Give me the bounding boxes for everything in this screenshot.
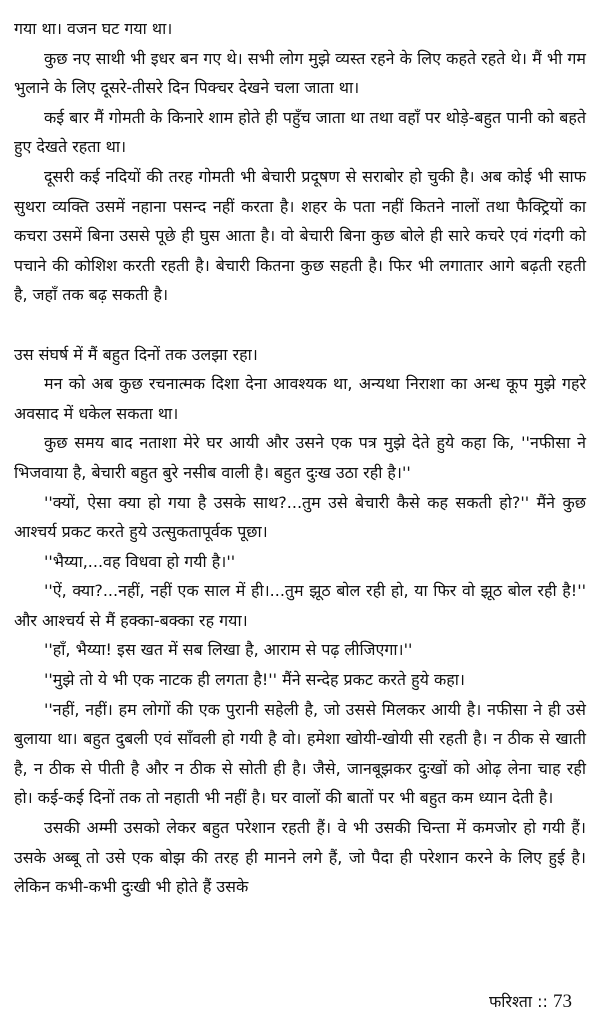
paragraph-1: गया था। वजन घट गया था। [14,19,173,38]
paragraph-14: उसकी अम्मी उसको लेकर बहुत परेशान रहती हैं। वे भी उसकी चिन्ता में कमजोर हो गयी हैं। उसके अब्बू तो उसे एक बोझ की तरह ही मानने लगे हैं, जो पैदा ही परेशान करने के लिए हुई है। लेकिन कभी-कभी दुःखी भी होते हैं उसके [14,818,586,897]
paragraph-2: कुछ नए साथी भी इधर बन गए थे। सभी लोग मुझे व्यस्त रहने के लिए कहते रहते थे। मैं भी गम भुलाने के लिए दूसरे-तीसरे दिन पिक्चर देखने चला जाता था। [14,48,586,98]
section-gap [14,310,586,340]
paragraph-7: कुछ समय बाद नताशा मेरे घर आयी और उसने एक पत्र मुझे देते हुये कहा कि, ''नफीसा ने भिजवाया है, बेचारी बहुत बुरे नसीब वाली है। बहुत दुःख उठा रही है।'' [14,433,586,482]
paragraph-8: ''क्यों, ऐसा क्या हो गया है उसके साथ?...तुम उसे बेचारी कैसे कह सकती हो?'' मैंने कुछ आश्चर्य प्रकट करते हुये उत्सुकतापूर्वक पूछा। [14,492,586,542]
paragraph-10: ''ऐं, क्या?...नहीं, नहीं एक साल में ही।...तुम झूठ बोल रही हो, या फिर वो झूठ बोल रही है!'' और आश्चर्य से मैं हक्का-बक्का रह गया। [14,581,586,630]
paragraph-3: कई बार मैं गोमती के किनारे शाम होते ही पहुँच जाता था तथा वहाँ पर थोड़े-बहुत पानी को बहते हुए देखते रहता था। [14,107,586,157]
page-footer [489,990,572,1013]
footer-book-title: फरिश्ता :: [488,992,548,1011]
paragraph-9: ''भैय्या,...वह विधवा हो गयी है।'' [44,551,236,571]
paragraph-4: दूसरी कई नदियों की तरह गोमती भी बेचारी प्रदूषण से सराबोर हो चुकी है। अब कोई भी साफ सुथरा व्यक्ति उसमें नहाना पसन्द नहीं करता है। शहर के पता नहीं कितने नालों तथा फैक्ट्रियों का कचरा उसमें बिना उससे पूछे ही घुस आता है। वो बेचारी बिना कुछ बोले ही सारे कचरे एवं गंदगी को पचाने की कोशिश करती रहती है। बेचारी कितना कुछ सहती है। फिर भी लगातार आगे बढ़ती रहती है, जहाँ तक बढ़ सकती है। [14,166,586,305]
page-number: 73 [553,991,572,1012]
paragraph-5: उस संघर्ष में मैं बहुत दिनों तक उलझा रहा। [14,344,258,364]
paragraph-11: ''हाँ, भैय्या! इस खत में सब लिखा है, आराम से पढ़ लीजिएगा।'' [44,640,413,660]
paragraph-13: ''नहीं, नहीं। हम लोगों की एक पुरानी सहेली है, जो उससे मिलकर आयी है। नफीसा ने ही उसे बुलाया था। बहुत दुबली एवं साँवली हो गयी है वो। हमेशा खोयी-खोयी सी रहती है। न ठीक से खाती है, न ठीक से पीती है और न ठीक से सोती ही है। जैसे, जानबूझकर दुःखों को ओढ़ लेना चाह रही हो। कई-कई दिनों तक तो नहाती भी नहीं है। घर वालों की बातों पर भी बहुत कम ध्यान देती है। [14,699,586,808]
paragraph-12: ''मुझे तो ये भी एक नाटक ही लगता है!'' मैंने सन्देह प्रकट करते हुये कहा। [44,670,465,690]
paragraph-6: मन को अब कुछ रचनात्मक दिशा देना आवश्यक था, अन्यथा निराशा का अन्ध कूप मुझे गहरे अवसाद में धकेल सकता था। [14,374,586,423]
